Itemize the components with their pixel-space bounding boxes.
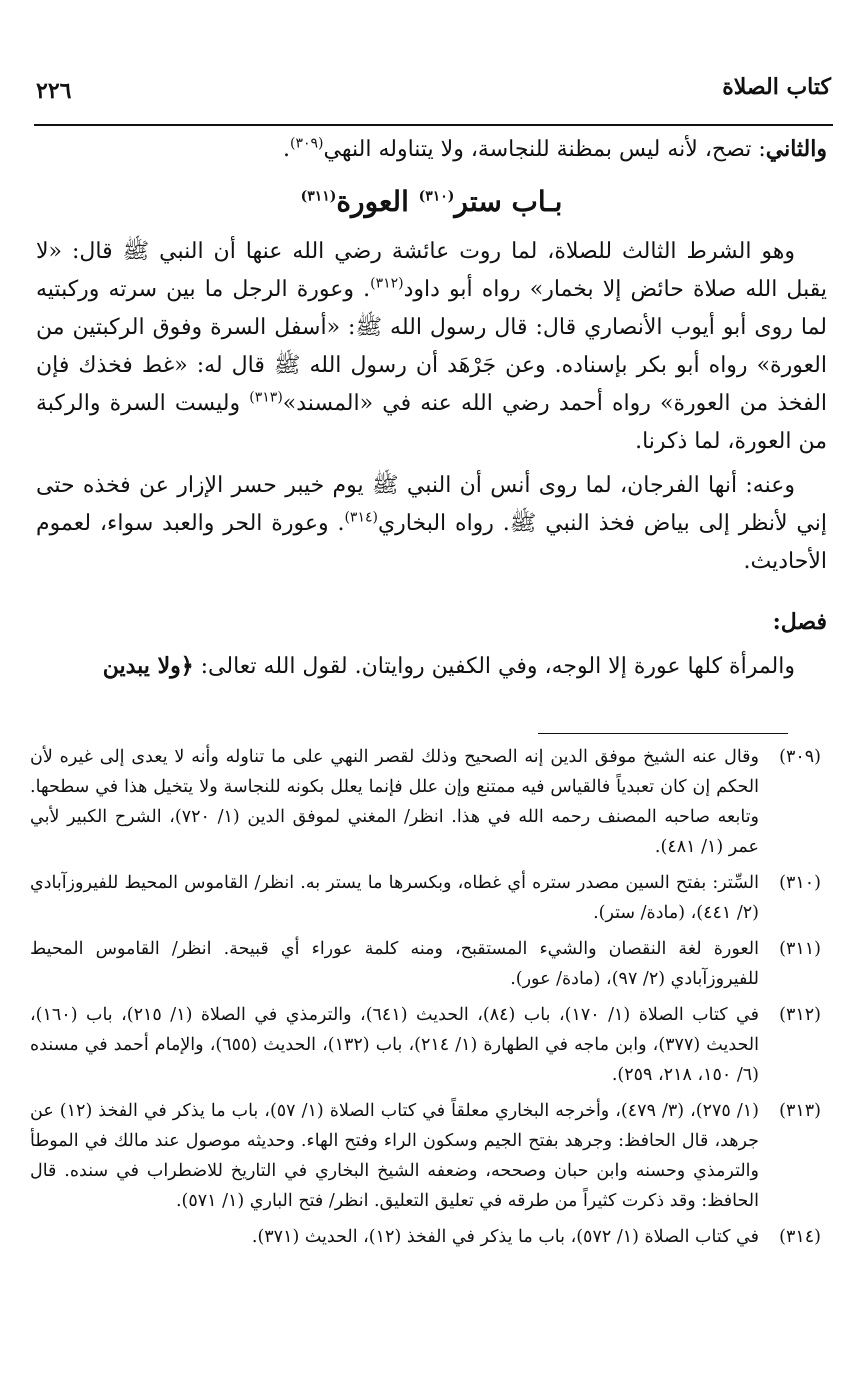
section-title-part2: العورة — [336, 185, 419, 218]
opening-end: . — [283, 137, 291, 162]
opening-text: : تصح، لأنه ليس بمظنة للنجاسة، ولا يتناوله النهي — [323, 137, 766, 162]
footnote — [30, 934, 821, 994]
footnote-text: السِّتر: بفتح السين مصدر ستره أي غطاه، وبكسرها ما يستر به. انظر/ القاموس المحيط للفيروزآبادي (٢/ ٤٤١)، (مادة/ ستر). — [30, 873, 759, 923]
footnote-text: وقال عنه الشيخ موفق الدين إنه الصحيح وذلك لقصر النهي على ما تناوله وأنه لا يعدى إلى غيره لأن الحكم إن كان تعبدياً فالقياس فيه ممتنع وإن علل فإنما يعلل بكونه للنجاسة ولا يتخيل هذا في سطحها. وتابعه صاحبه المصنف رحمه الله في هذا. انظر/ المغني لموفق الدين (١/ ٧٢٠)، الشرح الكبير لأبي عمر (١/ ٤٨١). — [30, 747, 760, 857]
fasl-heading: فصل: — [772, 609, 827, 635]
footnote-number: (٣١١) — [779, 939, 821, 959]
footnote-number: (٣١٠) — [779, 873, 821, 893]
footnote-ref[interactable]: (٣١١) — [300, 188, 337, 205]
footnotes — [30, 742, 821, 1258]
quran-quote: ﴿ولا يبدين — [102, 653, 194, 679]
footnote — [30, 1096, 821, 1216]
footnote-ref[interactable]: (٣١٠) — [418, 188, 455, 205]
section-title — [36, 183, 827, 221]
footnote — [30, 742, 821, 862]
footnote-ref[interactable]: (٣١٢) — [370, 275, 404, 292]
section-title-part1: بـاب ستر — [454, 185, 563, 218]
footnote-text: في كتاب الصلاة (١/ ٥٧٢)، باب ما يذكر في الفخذ (١٢)، الحديث (٣٧١). — [251, 1227, 759, 1247]
footnote-rule — [538, 733, 788, 734]
page-number: ٢٢٦ — [36, 78, 72, 104]
paragraph-1-text-a: وهو الشرط الثالث للصلاة، لما روت عائشة رضي الله عنها أن النبي ﷺ قال: «لا يقبل الله صلاة حائض إلا بخمار» رواه أبو داود — [36, 239, 827, 302]
footnote-text: العورة لغة النقصان والشيء المستقبح، ومنه كلمة عوراء أي قبيحة. انظر/ القاموس المحيط للفيروزآبادي (٢/ ٩٧)، (مادة/ عور). — [30, 939, 759, 989]
opening-paragraph — [36, 130, 827, 169]
header-rule — [34, 124, 833, 126]
paragraph-2-text-a: وعنه: أنها الفرجان، لما روى أنس أن النبي ﷺ يوم خيبر حسر الإزار عن فخذه حتى إني لأنظر إلى بياض فخذ النبي ﷺ. رواه البخاري — [36, 473, 828, 536]
main-text — [36, 130, 827, 692]
paragraph-1-text-b: . وعورة الرجل ما بين سرته وركبتيه لما روى أبو أيوب الأنصاري قال: قال رسول الله ﷺ: «أسفل السرة وفوق الركبتين من العورة» رواه أبو بكر بإسناده. وعن جَرْهَد أن رسول الله ﷺ قال له: «غط فخذك فإن الفخذ من العورة» رواه أحمد رضي الله عنه في «المسند» — [36, 277, 828, 416]
footnote-number: (٣١٢) — [779, 1005, 821, 1025]
footnote-number: (٣١٤) — [779, 1227, 821, 1247]
paragraph-1-text-c: وليست السرة والركبة من العورة، لما ذكرنا. — [36, 391, 827, 454]
footnote-ref[interactable]: (٣١٤) — [344, 509, 378, 526]
footnote-number: (٣٠٩) — [779, 747, 821, 767]
paragraph-2 — [36, 467, 827, 581]
footnote-text: (١/ ٢٧٥)، (٣/ ٤٧٩)، وأخرجه البخاري معلقاً في كتاب الصلاة (١/ ٥٧)، باب ما يذكر في الفخذ (١٢) عن جرهد، قال الحافظ: وجرهد بفتح الجيم وسكون الراء وفتح الهاء. وحديثه موصول عند مالك في الموطأ والترمذي وحسنه وابن حبان وصححه، وضعفه الشيخ البخاري في التاريخ للاضطراب في سنده. قال الحافظ: وقد ذكرت كثيراً من طرقه في تعليق التعليق. انظر/ فتح الباري (١/ ٥٧١). — [30, 1101, 759, 1211]
chapter-title: كتاب الصلاة — [722, 74, 831, 100]
footnote — [30, 868, 821, 928]
footnote — [30, 1000, 821, 1090]
footnote-ref[interactable]: (٣٠٩) — [290, 135, 324, 152]
footnote-text: في كتاب الصلاة (١/ ١٧٠)، باب (٨٤)، الحديث (٦٤١)، والترمذي في الصلاة (١/ ٢١٥)، باب (١٦٠)، الحديث (٣٧٧)، وابن ماجه في الطهارة (١/ ٢١٤)، باب (١٣٢)، الحديث (٦٥٥)، والإمام أحمد في مسنده (٦/ ١٥٠، ٢١٨، ٢٥٩). — [30, 1005, 759, 1085]
fasl-text: والمرأة كلها عورة إلا الوجه، وفي الكفين روايتان. لقول الله تعالى: — [193, 654, 795, 679]
paragraph-1 — [36, 233, 827, 461]
fasl-paragraph — [36, 647, 827, 686]
footnote-number: (٣١٣) — [779, 1101, 821, 1121]
running-header — [36, 70, 831, 106]
footnote-ref[interactable]: (٣١٣) — [249, 389, 283, 406]
paragraph-2-text-b: . وعورة الحر والعبد سواء، لعموم الأحاديث. — [36, 511, 827, 574]
opening-lead: والثاني — [765, 136, 827, 162]
footnote — [30, 1222, 821, 1252]
